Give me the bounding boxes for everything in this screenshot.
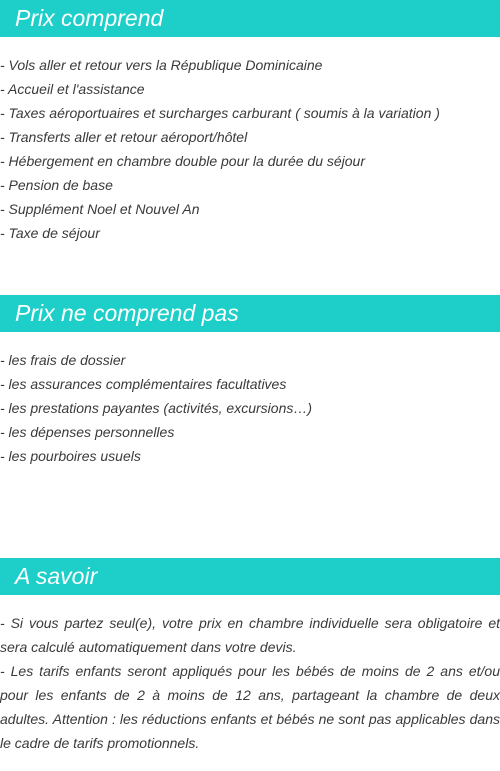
list-item: - les prestations payantes (activités, excursions…): [0, 400, 313, 416]
included-list: [0, 53, 500, 245]
section-title-prix-ne-comprend-pas: Prix ne comprend pas: [0, 295, 500, 332]
list-item: - Supplément Noel et Nouvel An: [0, 201, 200, 217]
list-item: - Transferts aller et retour aéroport/hôtel: [0, 129, 248, 145]
list-item: - Vols aller et retour vers la République Dominicaine: [0, 57, 323, 73]
list-item: - Taxe de séjour: [0, 225, 100, 241]
not-included-list: [0, 348, 500, 468]
list-item: - Pension de base: [0, 177, 113, 193]
list-item: - Accueil et l'assistance: [0, 81, 145, 97]
section-title-prix-comprend: Prix comprend: [0, 0, 500, 37]
list-item: - les pourboires usuels: [0, 448, 141, 464]
info-paragraph-single: - Si vous partez seul(e), votre prix en chambre individuelle sera obligatoire et sera calculé automatiquement dans votre devis.: [0, 615, 500, 655]
list-item: - Taxes aéroportuaires et surcharges carburant ( soumis à la variation ): [0, 105, 440, 121]
list-item: - les frais de dossier: [0, 352, 126, 368]
list-item: - les dépenses personnelles: [0, 424, 175, 440]
list-item: - Hébergement en chambre double pour la durée du séjour: [0, 153, 366, 169]
info-paragraph-children: - Les tarifs enfants seront appliqués pour les bébés de moins de 2 ans et/ou pour les enfants de 2 à moins de 12 ans, partageant la chambre de deux adultes. Attention : les réductions enfants et bébés ne sont pas applicables dans le cadre de tarifs promotionnels.: [0, 663, 500, 751]
section-title-a-savoir: A savoir: [0, 558, 500, 595]
list-item: - les assurances complémentaires facultatives: [0, 376, 287, 392]
